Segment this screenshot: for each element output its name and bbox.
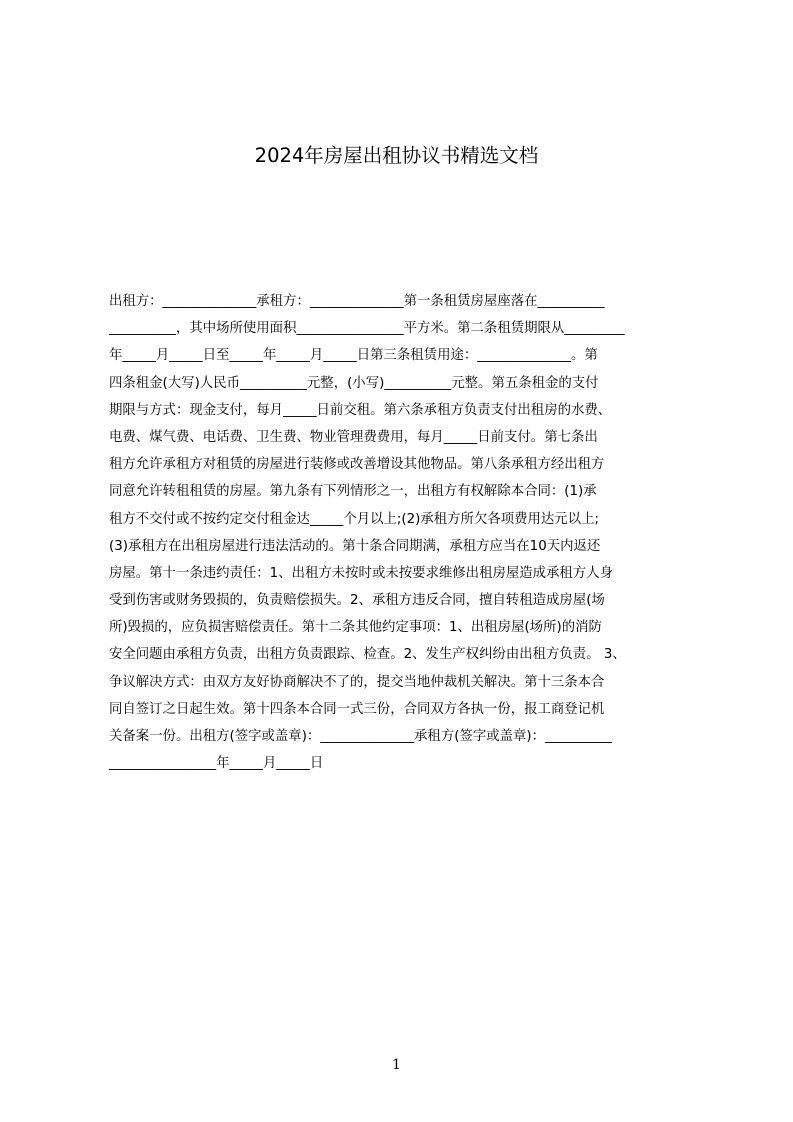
text-line: 安全问题由承租方负责，出租方负责跟踪、检查。2、发生产权纠纷由出租方负责。 3、 bbox=[109, 647, 626, 663]
text-line: 同意允许转租租赁的房屋。第九条有下列情形之一，出租方有权解除本合同：(1)承 bbox=[109, 484, 597, 500]
text-line: 期限与方式：现金支付，每月_____日前交租。第六条承租方负责支付出租房的水费、 bbox=[109, 402, 612, 418]
text-line: 受到伤害或财务毁损的，负责赔偿损失。2、承租方违反合同，擅自转租造成房屋(场 bbox=[109, 593, 605, 609]
page-number: 1 bbox=[392, 1057, 401, 1073]
text-line: (3)承租方在出租房屋进行违法活动的。第十条合同期满，承租方应当在10天内返还 bbox=[109, 538, 601, 554]
contract-body bbox=[109, 288, 699, 777]
text-line: __________，其中场所使用面积________________平方米。第二条租赁期限从_________ bbox=[109, 321, 625, 337]
text-line: 电费、煤气费、电话费、卫生费、物业管理费费用，每月_____日前支付。第七条出 bbox=[109, 429, 598, 445]
text-line: 租方不交付或不按约定交付租金达_____个月以上;(2)承租方所欠各项费用达元以上; bbox=[109, 511, 599, 527]
text-line: 租方允许承租方对租赁的房屋进行装修或改善增设其他物品。第八条承租方经出租方 bbox=[109, 457, 605, 473]
text-line: 同自签订之日起生效。第十四条本合同一式三份，合同双方各执一份，报工商登记机 bbox=[109, 701, 605, 717]
text-line: 出租方：______________承租方：______________第一条租赁房屋座落在__________ bbox=[109, 294, 605, 309]
document-title: 2024年房屋出租协议书精选文档 bbox=[254, 144, 539, 167]
text-line: 所)毁损的，应负损害赔偿责任。第十二条其他约定事项：1、出租房屋(场所)的消防 bbox=[109, 620, 602, 636]
text-line: 四条租金(大写)人民币__________元整，(小写)__________元整。第五条租金的支付 bbox=[109, 375, 599, 391]
text-line: 年_____月_____日至_____年_____月_____日第三条租赁用途：______________。第 bbox=[109, 348, 598, 364]
text-line: 房屋。第十一条违约责任：1、出租方未按时或未按要求维修出租房屋造成承租方人身 bbox=[109, 565, 613, 581]
text-line: ________________年_____月_____日 bbox=[109, 756, 324, 772]
text-line: 争议解决方式：由双方友好协商解决不了的，提交当地仲裁机关解决。第十三条本合 bbox=[109, 674, 605, 690]
text-line: 关备案一份。出租方(签字或盖章)：______________承租方(签字或盖章)：__________ bbox=[109, 729, 612, 744]
